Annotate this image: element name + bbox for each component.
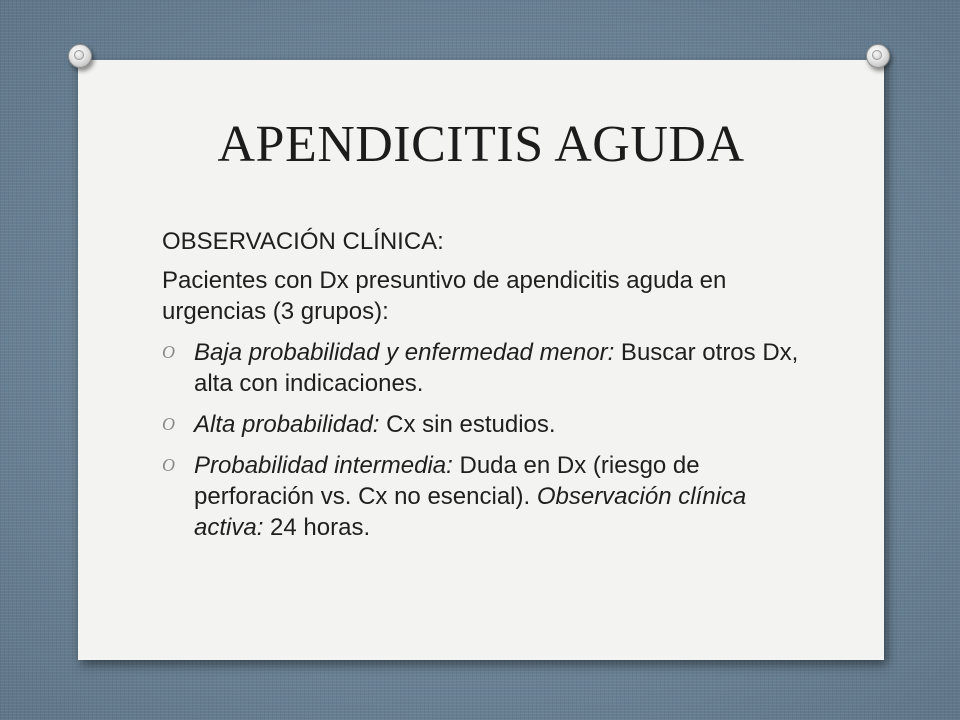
pushpin-icon	[866, 44, 890, 68]
intro-paragraph: Pacientes con Dx presuntivo de apendicitis aguda en urgencias (3 grupos):	[162, 267, 727, 325]
list-item	[162, 450, 802, 543]
bullet-marker-icon: O	[162, 342, 175, 362]
bullet-text: Duda en Dx (riesgo de perforación vs. Cx no esencial).	[194, 452, 700, 510]
bullet-emphasis-secondary: Observación clínica activa:	[194, 483, 747, 541]
bullet-text-secondary: 24 horas.	[263, 514, 371, 541]
bullet-emphasis: Alta probabilidad:	[194, 411, 380, 438]
section-heading: OBSERVACIÓN CLÍNICA:	[162, 228, 444, 255]
bullet-text: Buscar otros Dx, alta con indicaciones.	[194, 339, 799, 397]
bullet-emphasis: Probabilidad intermedia:	[194, 452, 453, 479]
list-item	[162, 409, 802, 440]
list-item	[162, 337, 802, 399]
bullet-marker-icon: O	[162, 414, 175, 434]
slide-title: APENDICITIS AGUDA	[217, 116, 745, 173]
slide-content	[162, 226, 802, 553]
bullet-emphasis: Baja probabilidad y enfermedad menor:	[194, 339, 615, 366]
bullet-text: Cx sin estudios.	[379, 411, 556, 438]
bullet-list	[162, 337, 802, 543]
pushpin-icon	[68, 44, 92, 68]
bullet-marker-icon: O	[162, 455, 175, 475]
